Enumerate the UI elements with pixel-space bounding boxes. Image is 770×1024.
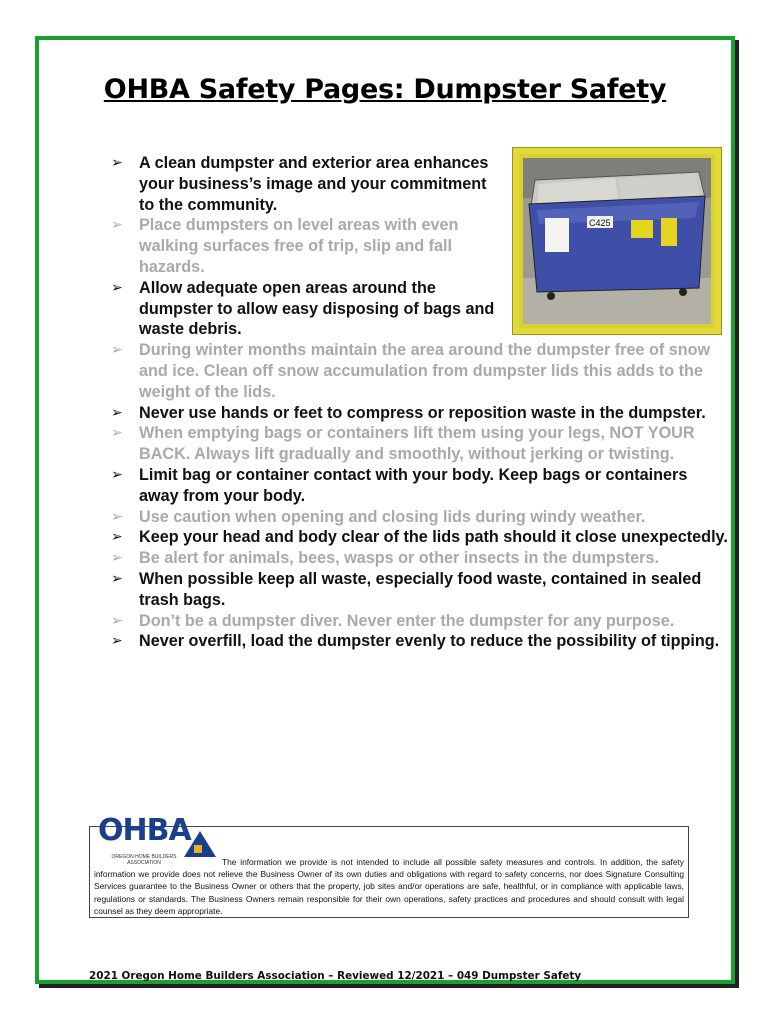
arrow-bullet-icon: ➢ [111,633,123,650]
bullet-item: ➢ Keep your head and body clear of the lids path should it close unexpectedly. [111,528,728,547]
bullet-item: ➢ Use caution when opening and closing lids during windy weather. [111,507,646,526]
arrow-bullet-icon: ➢ [111,279,123,296]
bullet-item: ➢ A clean dumpster and exterior area enhances your business’s image and your commitment to the community. [111,154,489,214]
arrow-bullet-icon: ➢ [111,550,123,567]
arrow-bullet-icon: ➢ [111,404,123,421]
dumpster-label: C425 [589,218,611,228]
bullet-item: ➢ Never overfill, load the dumpster evenly to reduce the possibility of tipping. [111,632,720,651]
bullet-item: ➢ Never use hands or feet to compress or reposition waste in the dumpster. [111,403,706,422]
ohba-logo [94,813,220,866]
bullet-item: ➢ Don’t be a dumpster diver. Never enter the dumpster for any purpose. [111,611,675,630]
bullet-item: ➢ Be alert for animals, bees, wasps or other insects in the dumpsters. [111,549,659,568]
arrow-bullet-icon: ➢ [111,570,123,587]
bullet-item: ➢ When emptying bags or containers lift them using your legs, NOT YOUR BACK. Always lift gradually and smoothly, without jerking or twisting. [111,424,695,464]
footer-text: 2021 Oregon Home Builders Association – Reviewed 12/2021 – 049 Dumpster Safety [89,970,582,982]
page-frame [35,36,735,984]
bullet-item: ➢ Limit bag or container contact with your body. Keep bags or containers away from your body. [111,465,688,505]
bullet-item: ➢ Allow adequate open areas around the dumpster to allow easy disposing of bags and waste debris. [111,278,495,339]
page-title: OHBA Safety Pages: Dumpster Safety [103,74,667,105]
arrow-bullet-icon: ➢ [111,342,123,359]
disclaimer-text: The information we provide is not intended to include all possible safety measures and controls. In addition, the safety information we provide does not relieve the Business Owner of its own duties and obligations with regard to safety concerns, nor does Signature Consulting Services guarantee to the Business Owner or others that the property, job sites and/or operations are safe, healthful, or in compliance with applicable laws, regulations or standards. The Business Owners remain responsible for their own operations, safety practices and procedures and should consult with legal counsel as they deem appropriate. [94,857,684,916]
disclaimer-box [89,813,689,918]
arrow-bullet-icon: ➢ [111,612,123,629]
arrow-bullet-icon: ➢ [111,155,123,171]
arrow-bullet-icon: ➢ [111,217,123,234]
bullet-item: ➢ When possible keep all waste, especially food waste, contained in sealed trash bags. [111,569,702,609]
arrow-bullet-icon: ➢ [111,466,123,483]
arrow-bullet-icon: ➢ [111,508,123,525]
arrow-bullet-icon: ➢ [111,425,123,442]
logo-wordmark: OHBA [98,813,191,848]
bullet-item: ➢ During winter months maintain the area around the dumpster free of snow and ice. Clean off snow accumulation from dumpster lids this adds to the weight of the lids. [111,341,711,401]
arrow-bullet-icon: ➢ [111,529,123,546]
bullet-item: ➢ Place dumpsters on level areas with even walking surfaces free of trip, slip and fall hazards. [111,216,459,276]
safety-bullet-list [111,153,731,652]
logo-subtitle: OREGON HOME BUILDERS ASSOCIATION [111,854,177,866]
